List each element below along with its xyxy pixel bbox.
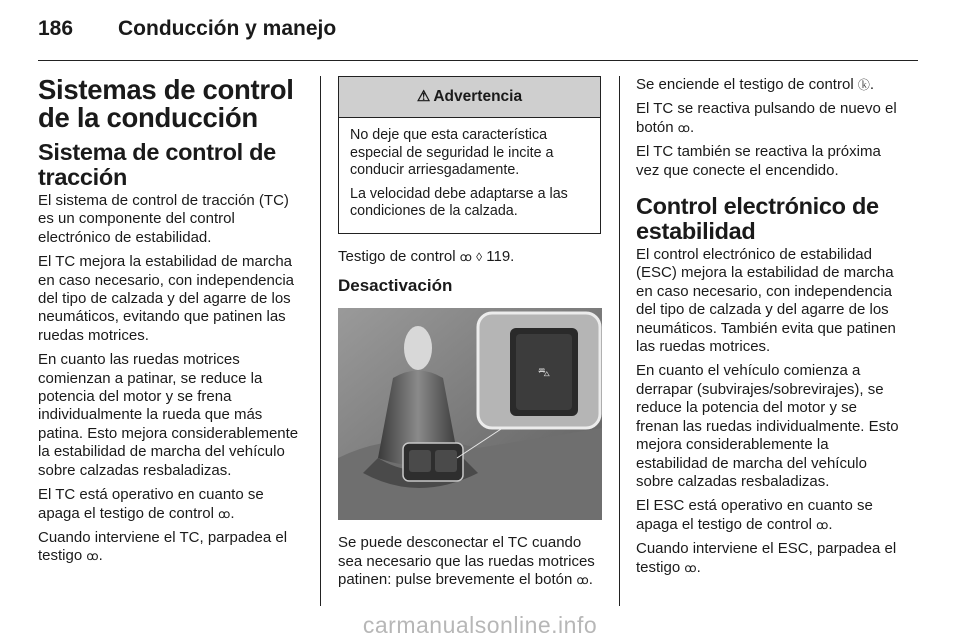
paragraph-text: Cuando interviene el ESC, parpadea el testigo [636, 540, 897, 576]
tc-warning-icon: ꝏ [816, 517, 829, 532]
tc-warning-icon: ꝏ [684, 560, 697, 575]
paragraph-text: Se enciende el testigo de control [636, 76, 854, 93]
period: . [696, 558, 701, 576]
column-1 [38, 76, 306, 572]
paragraph [38, 529, 306, 566]
page-ref: 119. [486, 247, 515, 265]
tc-warning-icon: ꝏ [86, 549, 99, 564]
paragraph [636, 76, 902, 94]
paragraph-text: El ESC está operativo en cuanto se apaga el testigo de control [636, 497, 873, 533]
warning-title: Advertencia [433, 87, 523, 105]
page-number: 186 [38, 17, 74, 40]
tc-off-icon: ꝏ [576, 573, 589, 588]
warning-body [339, 118, 600, 233]
paragraph-text: Se puede desconectar el TC cuando sea necesario que las ruedas motrices patinen: pulse brevemente el botón [338, 534, 595, 589]
tc-button-photo [338, 308, 602, 520]
warning-icon: ⚠ [416, 87, 431, 105]
period: . [689, 118, 695, 136]
paragraph-text: Testigo de control [338, 247, 456, 265]
paragraph-text: El TC está operativo en cuanto se apaga el testigo de control [38, 486, 264, 522]
paragraph: El TC mejora la estabilidad de marcha en caso necesario, con independencia del tipo de calzada y del agarre de los neumáticos, evitando que patinen las ruedas motrices. [38, 253, 295, 344]
header-rule [38, 60, 918, 61]
watermark: carmanualsonline.info [362, 612, 598, 638]
column-divider [320, 76, 321, 606]
paragraph-text: El TC se reactiva pulsando de nuevo el botón [636, 100, 897, 136]
paragraph [636, 497, 902, 534]
period: . [869, 76, 875, 93]
column-divider [619, 76, 620, 606]
paragraph: El TC también se reactiva la próxima vez que conecte el encendido. [636, 143, 881, 179]
subsection-heading: Control electrónico de estabilidad [636, 193, 879, 245]
paragraph: El sistema de control de tracción (TC) es un componente del control electrónico de estabilidad. [38, 192, 289, 246]
paragraph: El control electrónico de estabilidad (ESC) mejora la estabilidad de marcha en caso necesario, con independencia del tipo de calzada y del agarre de los neumáticos. También evita que patinen las ruedas motrices. [636, 246, 896, 356]
period: . [828, 515, 833, 533]
paragraph-text: Cuando interviene el TC, parpadea el testigo [38, 528, 288, 565]
column-2 [338, 76, 602, 596]
paragraph [338, 534, 602, 589]
subsection-heading: Desactivación [338, 276, 453, 296]
paragraph [38, 486, 306, 523]
paragraph: En cuanto el vehículo comienza a derrapar (subvirajes/sobrevirajes), se reduce la potencia del motor y se frenan las ruedas individualmente. Esto mejora considerablemente la estabilidad de marcha del vehículo sobre calzadas resbaladizas. [636, 362, 899, 490]
tc-warning-icon: ꝏ [459, 249, 472, 264]
warning-text: No deje que esta característica especial de seguridad le incite a conducir arriesgadamente. [350, 127, 554, 179]
section-title: Conducción y manejo [118, 17, 337, 40]
period: . [588, 571, 593, 589]
indicator-reference [338, 248, 602, 266]
period: . [98, 547, 103, 565]
tc-off-icon: ⓚ [857, 78, 870, 92]
warning-box [338, 76, 601, 234]
section-heading: Sistemas de control de la conducción [38, 74, 294, 133]
warning-header [339, 77, 600, 118]
period: . [230, 504, 235, 522]
paragraph: En cuanto las ruedas motrices comienzan a patinar, se reduce la potencia del motor y se frena individualmente la rueda que más patina. Esto mejora considerablemente la estabilidad de marcha del vehículo sobre calzadas resbaladizas. [38, 351, 299, 479]
column-3 [636, 76, 902, 583]
subsection-heading: Sistema de control de tracción [38, 139, 276, 190]
page-ref-icon: ◊ [476, 249, 483, 264]
paragraph [636, 540, 902, 577]
paragraph [636, 100, 902, 137]
tc-warning-icon: ꝏ [677, 120, 690, 135]
warning-text: La velocidad debe adaptarse a las condiciones de la calzada. [350, 185, 568, 220]
tc-warning-icon: ꝏ [218, 506, 231, 521]
svg-text:⛍: ⛍ [537, 365, 551, 380]
